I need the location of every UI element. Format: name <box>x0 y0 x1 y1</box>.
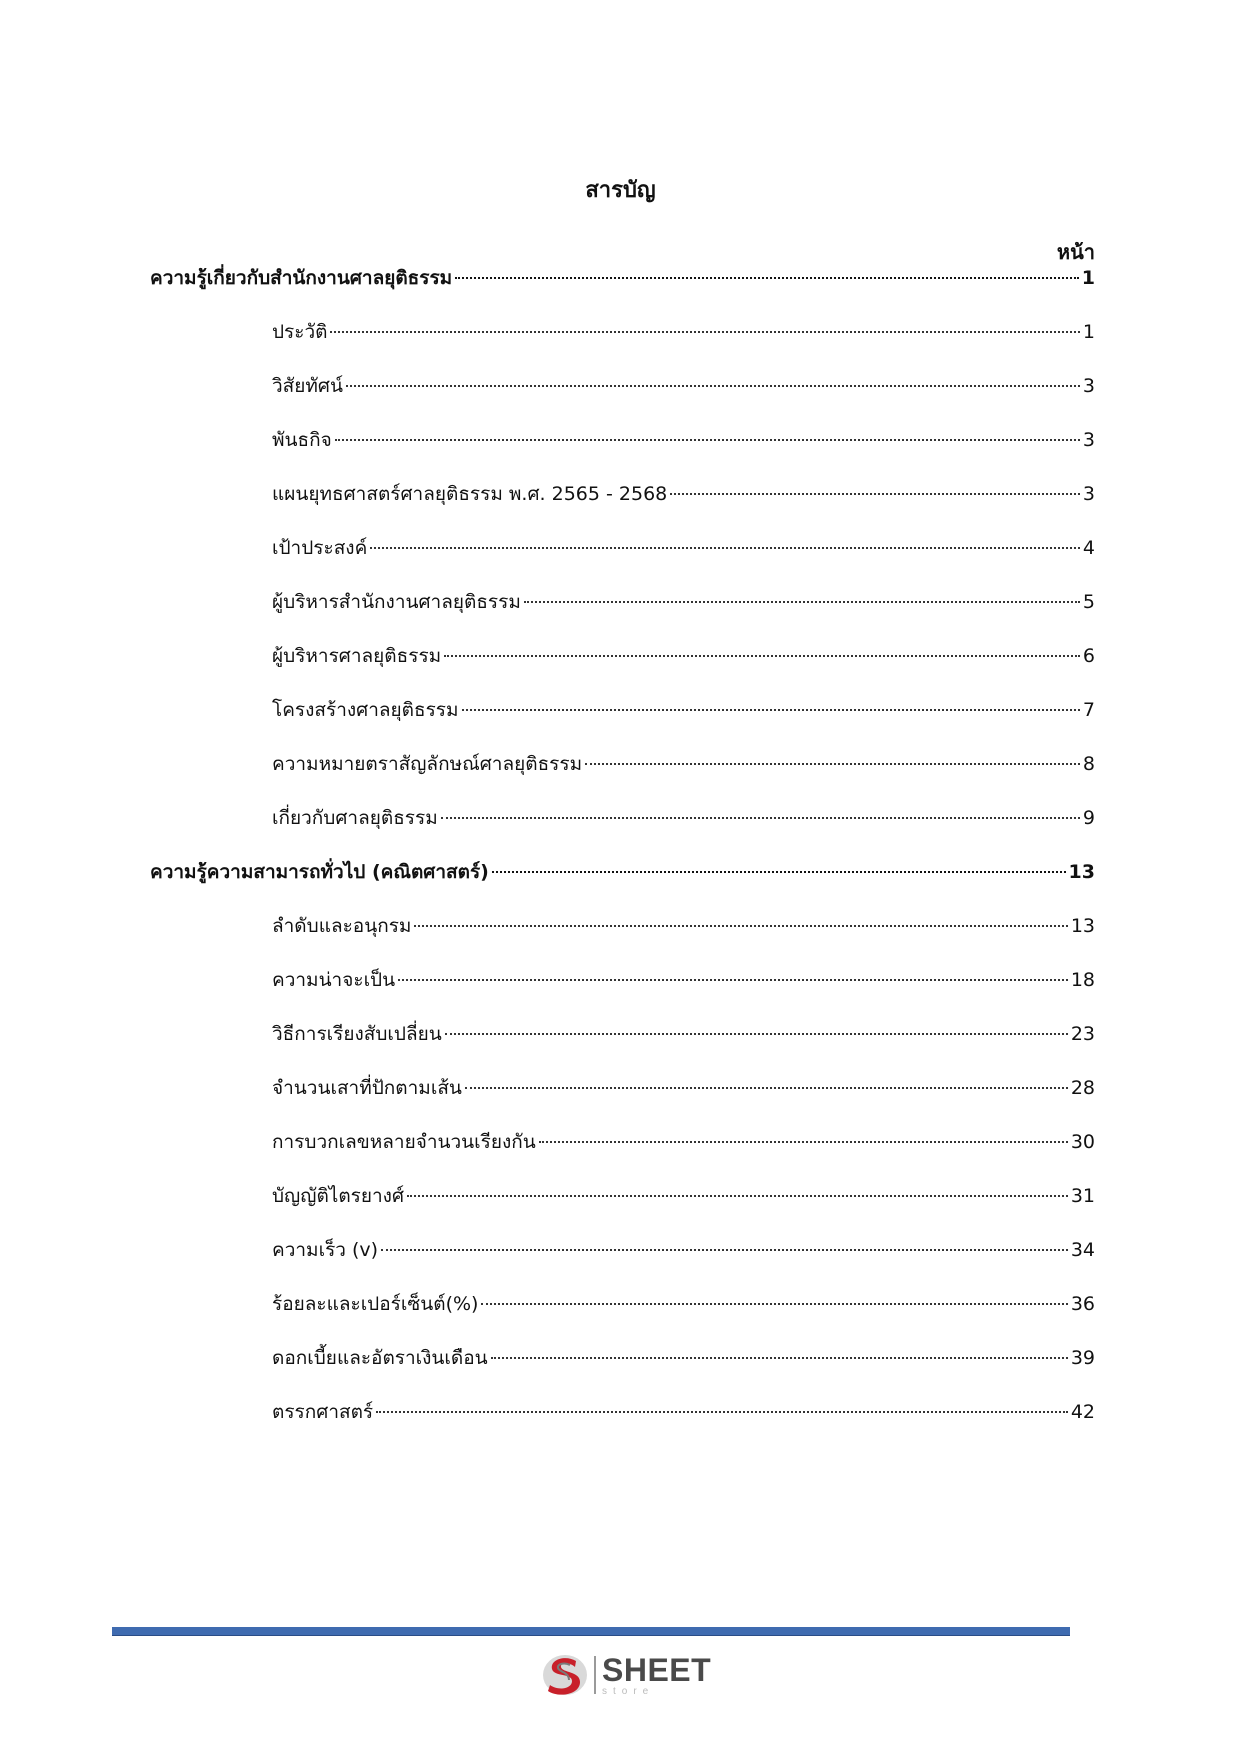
logo-separator <box>594 1656 596 1694</box>
dot-leader <box>346 385 1080 387</box>
dot-leader <box>539 1141 1068 1143</box>
dot-leader <box>370 547 1080 549</box>
toc-item-label: ความเร็ว (v) <box>272 1239 379 1261</box>
toc-item[interactable] <box>272 803 1095 833</box>
dot-leader <box>462 709 1080 711</box>
toc-page-number: 6 <box>1082 645 1095 667</box>
toc-page-number: 9 <box>1082 807 1095 829</box>
dot-leader <box>444 655 1080 657</box>
dot-leader <box>492 871 1066 873</box>
toc-section[interactable] <box>150 263 1095 293</box>
toc-item[interactable] <box>272 1019 1095 1049</box>
toc-item[interactable] <box>272 965 1095 995</box>
toc-item-label: ประวัติ <box>272 321 328 343</box>
logo-mark-icon <box>540 1651 590 1699</box>
toc-item-label: แผนยุทธศาสตร์ศาลยุติธรรม พ.ศ. 2565 - 2568 <box>272 483 668 505</box>
page-title: สารบัญ <box>585 178 656 203</box>
toc-item-label: พันธกิจ <box>272 429 332 451</box>
toc-item[interactable] <box>272 749 1095 779</box>
toc-page-number: 34 <box>1070 1239 1095 1261</box>
toc-item-label: เป้าประสงค์ <box>272 537 368 559</box>
toc-item-label: วิธีการเรียงสับเปลี่ยน <box>272 1023 442 1045</box>
toc-item-label: ตรรกศาสตร์ <box>272 1401 374 1423</box>
toc-section[interactable] <box>150 857 1095 887</box>
dot-leader <box>414 925 1067 927</box>
toc-item[interactable] <box>272 1289 1095 1319</box>
toc-page-number: 13 <box>1068 861 1095 883</box>
toc-page-number: 3 <box>1082 429 1095 451</box>
toc-item[interactable] <box>272 587 1095 617</box>
toc-item[interactable] <box>272 1397 1095 1427</box>
dot-leader <box>407 1195 1068 1197</box>
toc-item[interactable] <box>272 371 1095 401</box>
dot-leader <box>465 1087 1068 1089</box>
toc-item-label: เกี่ยวกับศาลยุติธรรม <box>272 807 438 829</box>
logo-subword: store <box>602 1685 655 1697</box>
toc-item-label: ผู้บริหารสำนักงานศาลยุติธรรม <box>272 591 521 613</box>
dot-leader <box>481 1303 1067 1305</box>
sheet-store-logo <box>540 1651 711 1699</box>
dot-leader <box>398 979 1068 981</box>
toc-page-number: 18 <box>1070 969 1095 991</box>
toc-item-label: ดอกเบี้ยและอัตราเงินเดือน <box>272 1347 488 1369</box>
toc-item-label: จำนวนเสาที่ปักตามเส้น <box>272 1077 462 1099</box>
dot-leader <box>491 1357 1068 1359</box>
toc-page-number: 23 <box>1070 1023 1095 1045</box>
footer-divider <box>112 1627 1070 1636</box>
toc-item-label: วิสัยทัศน์ <box>272 375 343 397</box>
dot-leader <box>524 601 1080 603</box>
toc-page-number: 7 <box>1082 699 1095 721</box>
toc-item[interactable] <box>272 317 1095 347</box>
toc-page-number: 13 <box>1070 915 1095 937</box>
dot-leader <box>330 331 1079 333</box>
toc-item-label: ผู้บริหารศาลยุติธรรม <box>272 645 442 667</box>
dot-leader <box>441 817 1080 819</box>
toc-item-label: การบวกเลขหลายจำนวนเรียงกัน <box>272 1131 536 1153</box>
toc-page-number: 28 <box>1070 1077 1095 1099</box>
dot-leader <box>585 763 1080 765</box>
dot-leader <box>376 1411 1068 1413</box>
toc-page-number: 31 <box>1070 1185 1095 1207</box>
toc-page-number: 42 <box>1070 1401 1095 1423</box>
toc-page-number: 8 <box>1082 753 1095 775</box>
toc-item-label: ความน่าจะเป็น <box>272 969 396 991</box>
toc-item[interactable] <box>272 911 1095 941</box>
toc-page-number: 1 <box>1081 267 1095 289</box>
toc-item[interactable] <box>272 1073 1095 1103</box>
toc-item-label: บัญญัติไตรยางศ์ <box>272 1185 405 1207</box>
toc-item-label: โครงสร้างศาลยุติธรรม <box>272 699 459 721</box>
toc-item-label: ความหมายตราสัญลักษณ์ศาลยุติธรรม <box>272 753 583 775</box>
toc-page-number: 4 <box>1082 537 1095 559</box>
toc-section-label: ความรู้เกี่ยวกับสำนักงานศาลยุติธรรม <box>150 267 453 289</box>
toc-page-number: 30 <box>1070 1131 1095 1153</box>
dot-leader <box>670 493 1080 495</box>
toc-item-label: ร้อยละและเปอร์เซ็นต์(%) <box>272 1293 479 1315</box>
logo-word: SHEET <box>602 1651 712 1688</box>
toc-page-number: 1 <box>1082 321 1095 343</box>
page-column-label: หน้า <box>1056 240 1095 264</box>
logo-text <box>602 1651 712 1697</box>
toc-item[interactable] <box>272 1235 1095 1265</box>
toc-item[interactable] <box>272 695 1095 725</box>
dot-leader <box>445 1033 1068 1035</box>
dot-leader <box>381 1249 1068 1251</box>
toc-page-number: 36 <box>1070 1293 1095 1315</box>
toc-page-number: 39 <box>1070 1347 1095 1369</box>
toc-item[interactable] <box>272 1127 1095 1157</box>
toc-item[interactable] <box>272 533 1095 563</box>
dot-leader <box>455 277 1079 279</box>
toc-item[interactable] <box>272 1181 1095 1211</box>
toc-item[interactable] <box>272 425 1095 455</box>
toc-item[interactable] <box>272 1343 1095 1373</box>
toc-page-number: 3 <box>1082 375 1095 397</box>
dot-leader <box>335 439 1080 441</box>
toc-item[interactable] <box>272 479 1095 509</box>
toc-section-label: ความรู้ความสามารถทั่วไป (คณิตศาสตร์) <box>150 861 489 883</box>
toc-page-number: 5 <box>1082 591 1095 613</box>
toc-item[interactable] <box>272 641 1095 671</box>
toc-page-number: 3 <box>1082 483 1095 505</box>
toc-item-label: ลำดับและอนุกรม <box>272 915 412 937</box>
